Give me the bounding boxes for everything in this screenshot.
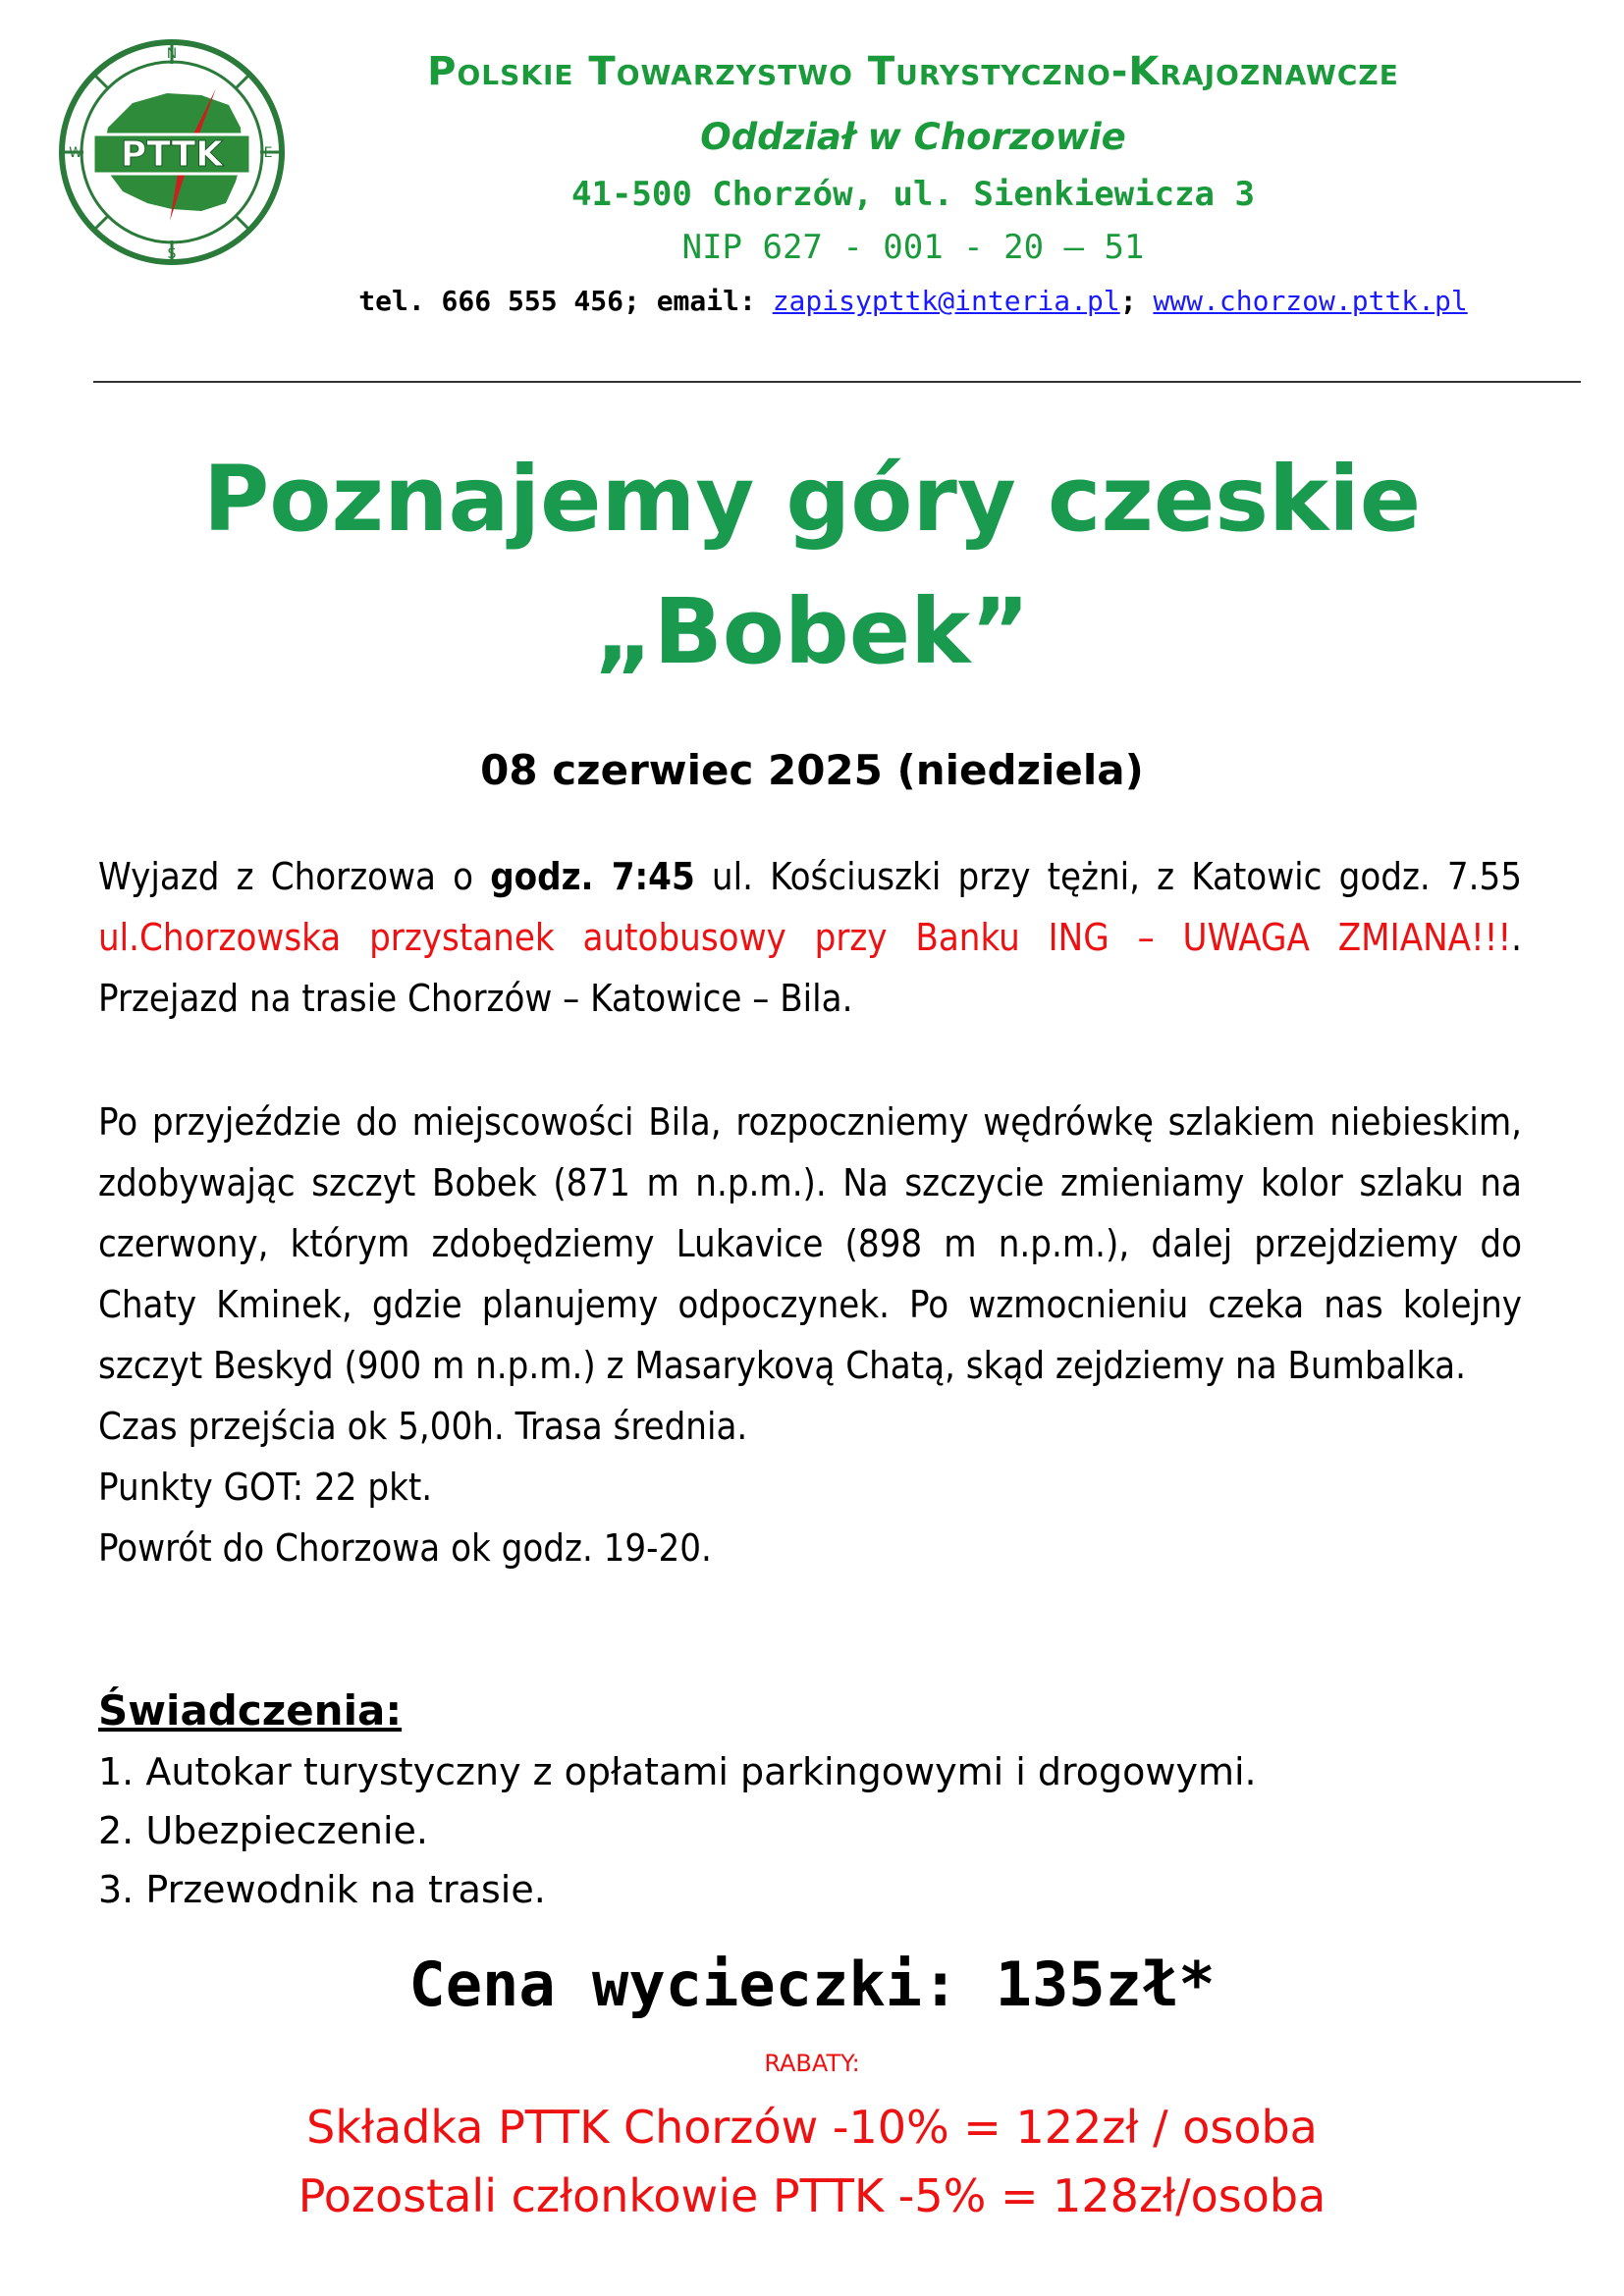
discount-chorzow-members: Składka PTTK Chorzów -10% = 122zł / osoba	[306, 2101, 1318, 2154]
branch-address: 41-500 Chorzów, ul. Sienkiewicza 3	[571, 175, 1255, 214]
departure-time: godz. 7:45	[490, 855, 695, 898]
header-divider	[93, 381, 1581, 383]
list-item: 3. Przewodnik na trasie.	[98, 1868, 546, 1911]
svg-text:E: E	[263, 145, 273, 161]
got-points-line: Punkty GOT: 22 pkt.	[98, 1466, 433, 1509]
event-subtitle: „Bobek”	[594, 579, 1030, 684]
benefits-list	[98, 1742, 1257, 1919]
list-item: 1. Autokar turystyczny z opłatami parkingowymi i drogowymi.	[98, 1750, 1257, 1793]
benefits-heading: Świadczenia:	[98, 1686, 403, 1735]
description-paragraph	[98, 1092, 1522, 1578]
email-link[interactable]: zapisypttk@interia.pl	[772, 285, 1120, 317]
organization-name: Polskie Towarzystwo Turystyczno-Krajoznawcze	[427, 49, 1399, 94]
contact-separator: ;	[1119, 285, 1154, 317]
website-link[interactable]: www.chorzow.pttk.pl	[1153, 285, 1468, 317]
phone-prefix: tel. 666 555 456; email:	[358, 285, 773, 317]
route-description: Po przyjeździe do miejscowości Bila, rozpoczniemy wędrówkę szlakiem niebieskim, zdobywając szczyt Bobek (871 m n.p.m.). Na szczycie zmieniamy kolor szlaku na czerwony, którym zdobędziemy Lukavice (898 m n.p.m.), dalej przejdziemy do Chaty Kminek, gdzie planujemy odpoczynek. Po wzmocnieniu czeka nas kolejny szczyt Beskyd (900 m n.p.m.) z Masarykovą Chatą, skąd zejdziemy na Bumbalka.	[98, 1100, 1522, 1387]
svg-text:W: W	[69, 145, 82, 161]
discount-other-members: Pozostali członkowie PTTK -5% = 128zł/osoba	[298, 2169, 1326, 2222]
change-notice: ul.Chorzowska przystanek autobusowy przy Banku ING – UWAGA ZMIANA!!!	[98, 916, 1512, 959]
contact-line	[255, 285, 1571, 317]
svg-text:N: N	[166, 46, 178, 62]
pttk-logo	[54, 34, 290, 270]
departure-paragraph: Wyjazd z Chorzowa o godz. 7:45 ul. Kościuszki przy tężni, z Katowic godz. 7.55 ul.Chorzowska przystanek autobusowy przy Banku ING – UWAGA ZMIANA!!!. Przejazd na trasie Chorzów – Katowice – Bila.	[98, 855, 1522, 1020]
trip-price: Cena wycieczki: 135zł*	[408, 1949, 1216, 2020]
branch-name: Oddział w Chorzowie	[700, 116, 1126, 158]
list-item: 2. Ubezpieczenie.	[98, 1809, 428, 1852]
logo-text: PTTK	[120, 134, 224, 175]
event-date: 08 czerwiec 2025 (niedziela)	[480, 746, 1144, 794]
return-line: Powrót do Chorzowa ok godz. 19-20.	[98, 1526, 712, 1570]
svg-text:S: S	[167, 246, 177, 262]
tax-id: NIP 627 - 001 - 20 – 51	[681, 228, 1145, 267]
event-title: Poznajemy góry czeskie	[202, 447, 1422, 552]
discounts-label: RABATY:	[764, 2050, 860, 2077]
duration-line: Czas przejścia ok 5,00h. Trasa średnia.	[98, 1405, 748, 1448]
